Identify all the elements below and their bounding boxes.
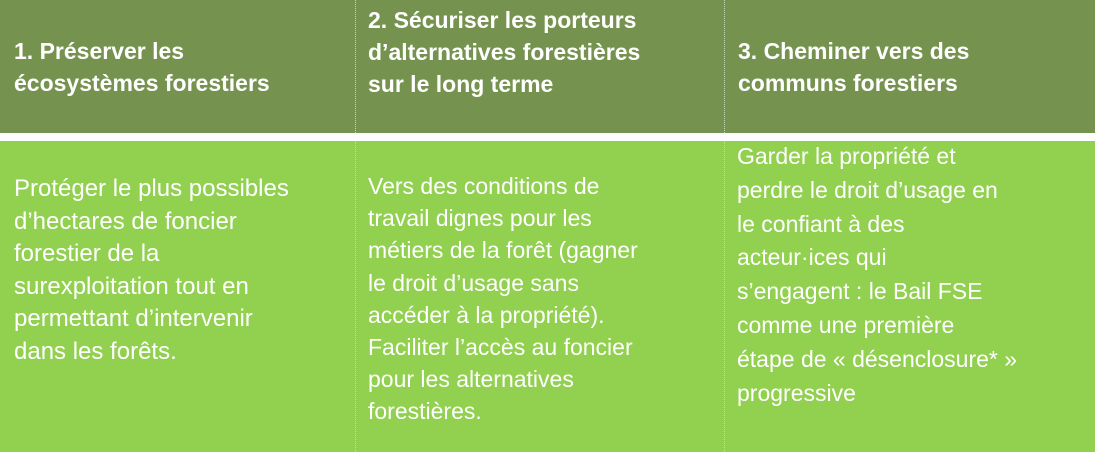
column-divider xyxy=(724,141,725,452)
header-cell-3 xyxy=(738,0,1088,133)
header-cell-1 xyxy=(14,0,349,133)
body-cell-2 xyxy=(368,170,718,428)
header-3-text: 3. Cheminer vers des communs forestiers xyxy=(738,37,970,96)
header-1-text: 1. Préserver les écosystèmes forestiers xyxy=(14,37,270,96)
body-3-text: Garder la propriété et perdre le droit d’usage en le confiant à des acteur·ices qui s’engagent : le Bail FSE comme une première étape de « désenclosure* » progressive xyxy=(737,143,1018,406)
body-cell-1 xyxy=(14,173,349,368)
body-1-text: Protéger le plus possibles d’hectares de foncier forestier de la surexploitation tout en permettant d’intervenir dans les forêts. xyxy=(14,175,289,365)
header-cell-2 xyxy=(368,0,718,137)
body-cell-3 xyxy=(737,140,1089,410)
column-divider xyxy=(355,141,356,452)
column-divider xyxy=(724,0,725,133)
body-2-text: Vers des conditions de travail dignes pour les métiers de la forêt (gagner le droit d’usage sans accéder à la propriété). Faciliter l’accès au foncier pour les alternatives forestières. xyxy=(368,173,638,425)
header-2-text: 2. Sécuriser les porteurs d’alternatives forestières sur le long terme xyxy=(368,7,641,97)
column-divider xyxy=(355,0,356,133)
